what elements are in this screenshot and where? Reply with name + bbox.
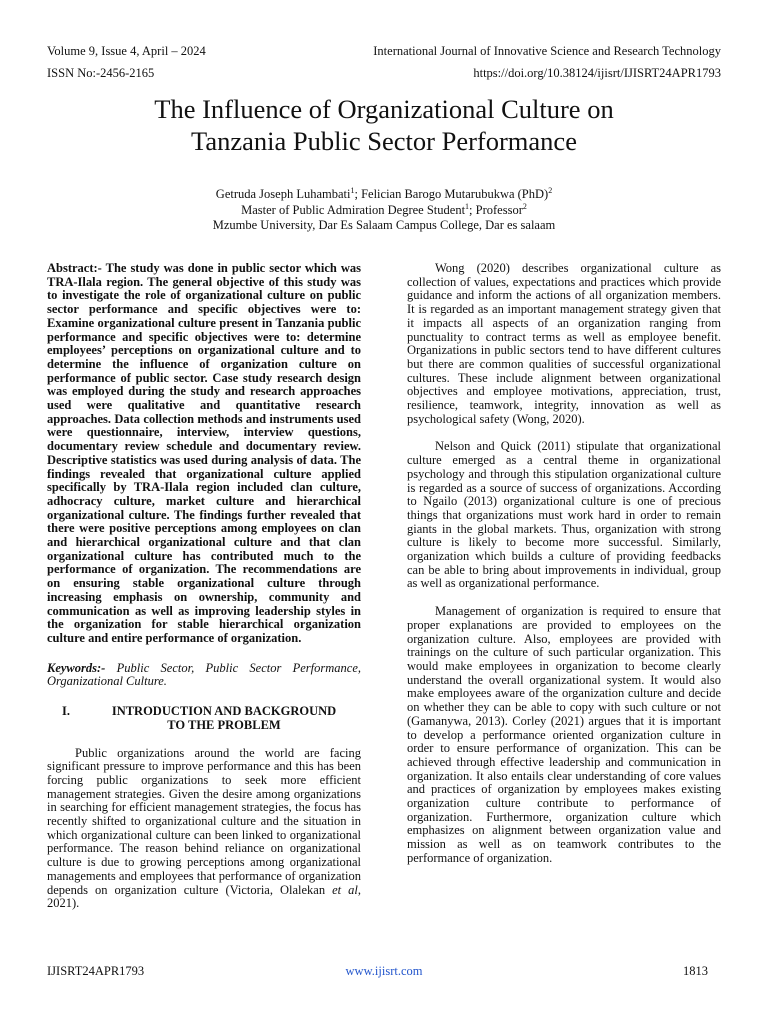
volume-info: Volume 9, Issue 4, April – 2024 bbox=[47, 44, 206, 58]
left-column bbox=[47, 262, 361, 911]
section-title-line-1: INTRODUCTION AND BACKGROUND bbox=[111, 704, 337, 719]
issn: ISSN No:-2456-2165 bbox=[47, 66, 155, 80]
intro-text: Public organizations around the world are facing significant pressure to improve performance and this has been forcing public organizations to seek more efficient management strategies. Given the desire among organizations in searching for efficient management strategies, the focus has recently shifted to organizational culture and the situation in which organizational culture can been linked to organizational performance. The reason behind reliance on organizational culture is due to growing perceptions among organizational managements and employees that performance of organization depends on organization culture (Victoria, Olalekan bbox=[47, 745, 361, 897]
abstract: Abstract:- The study was done in public sector which was TRA-Ilala region. The general objective of this study was to investigate the role of organizational culture on public sector performance and specific objectives were to: Examine organizational culture present in Tanzania public performance and specific objectives were to: determine employees’ perceptions on organizational culture and to determine the influence of organization culture on performance of public sector. Case study research design was employed during the study and research approaches used were qualitative and quantitative research approaches. Data collection methods and instruments used were questionnaire, interview, interview questions, documentary review schedule and documentary review. Descriptive statistics was used during analysis of data. The findings revealed that organizational culture applied specifically by TRA-Ilala region included clan culture, adhocracy culture, market culture and hierarchical organizational culture. The findings further revealed that there were positive perceptions among employees on clan and hierarchical organizational culture and that clan organizational culture has contributed much to the performance of organization. The recommendations are on ensuring stable organizational culture through increasing emphasis on ownership, community and communication as well as improving leadership styles in the organization for stable hierarchical organization culture and entire performance of organization. bbox=[47, 261, 361, 645]
intro-paragraph bbox=[47, 747, 361, 911]
paper-title bbox=[0, 93, 768, 157]
author-1: Getruda Joseph Luhambati bbox=[215, 187, 351, 201]
paper-title-line-2: Tanzania Public Sector Performance bbox=[191, 126, 577, 156]
body-paragraph: Nelson and Quick (2011) stipulate that organizational culture emerged as a central theme in organizational psychology and through this stipulation organizational culture is regarded as a source of success of organizations. According to Ngailo (2013) organizational culture is one of precious things that organizations must work hard in order to remain giants in the global markets. Thus, organization with strong culture is likely to become more successful. Similarly, organization which builds a culture of providing feedbacks can be able to bring about improvements in individual, group as well as organizational performance. bbox=[407, 439, 721, 591]
role-1: Master of Public Admiration Degree Student bbox=[241, 202, 466, 217]
author-names bbox=[0, 187, 768, 203]
body-paragraph: Management of organization is required to ensure that proper explanations are provided to employees on the organization culture. Also, employees are provided with trainings on the culture of such particular organization. This would make employees in organization to become clearly understand the overall organizational system. It would also make employees aware of the organization culture and decide on whether they can be able to copy with such culture or not (Gamanywa, 2013). Corley (2021) argues that it is important to develop a performance oriented organization culture in order to ensure performance of organization. This can be achieved through effective leadership and communication in organization. It also entails clear understanding of core values and practices of organization by employees makes existing organization culture contribute to performance of organization. Furthermore, organization culture which emphasizes on alignment between organization value and mission as well as on teamwork contributes to the performance of organization. bbox=[407, 604, 721, 865]
role-1-mark: 1 bbox=[465, 201, 470, 211]
keywords bbox=[47, 662, 361, 689]
keywords-label: Keywords:- bbox=[47, 660, 106, 675]
author-roles bbox=[0, 203, 768, 219]
author-2-affil-mark: 2 bbox=[548, 185, 553, 195]
keywords-text: Public Sector, Public Sector Performance, Organizational Culture. bbox=[47, 660, 361, 689]
author-2: ; Felician Barogo Mutarubukwa (PhD) bbox=[354, 187, 549, 201]
paper-id: IJISRT24APR1793 bbox=[47, 964, 145, 978]
intro-text-end: , 2021). bbox=[47, 882, 361, 911]
affiliation: Mzumbe University, Dar Es Salaam Campus College, Dar es salaam bbox=[212, 218, 556, 232]
author-1-affil-mark: 1 bbox=[350, 185, 355, 195]
section-heading bbox=[47, 705, 361, 732]
section-number: I. bbox=[62, 704, 70, 719]
author-block bbox=[0, 187, 768, 234]
journal-website-link[interactable]: www.ijisrt.com bbox=[345, 964, 423, 978]
doi-link[interactable]: https://doi.org/10.38124/ijisrt/IJISRT24APR1793 bbox=[473, 66, 721, 80]
section-title-line-2: TO THE PROBLEM bbox=[167, 717, 281, 732]
role-2-mark: 2 bbox=[522, 201, 527, 211]
right-column bbox=[407, 262, 721, 880]
page-number: 1813 bbox=[683, 964, 708, 978]
journal-name: International Journal of Innovative Science and Research Technology bbox=[373, 44, 721, 58]
intro-etal: et al bbox=[332, 882, 358, 897]
role-2: ; Professor bbox=[469, 202, 523, 217]
paper-title-line-1: The Influence of Organizational Culture on bbox=[154, 94, 614, 124]
body-paragraph: Wong (2020) describes organizational culture as collection of values, expectations and practices which provide guidance and inform the actions of all organization members. It is regarded as an important management strategy given that it impacts all aspects of an organization ranging from punctuality to contract terms as well as employee benefit. Organizations in public sectors tend to have different cultures but there are common qualities of successful organizational cultures. These include alignment between organizational objectives and employee motivations, appreciation, trust, resilience, teamwork, integrity, innovation as well as psychological safety (Wong, 2020). bbox=[407, 261, 721, 426]
